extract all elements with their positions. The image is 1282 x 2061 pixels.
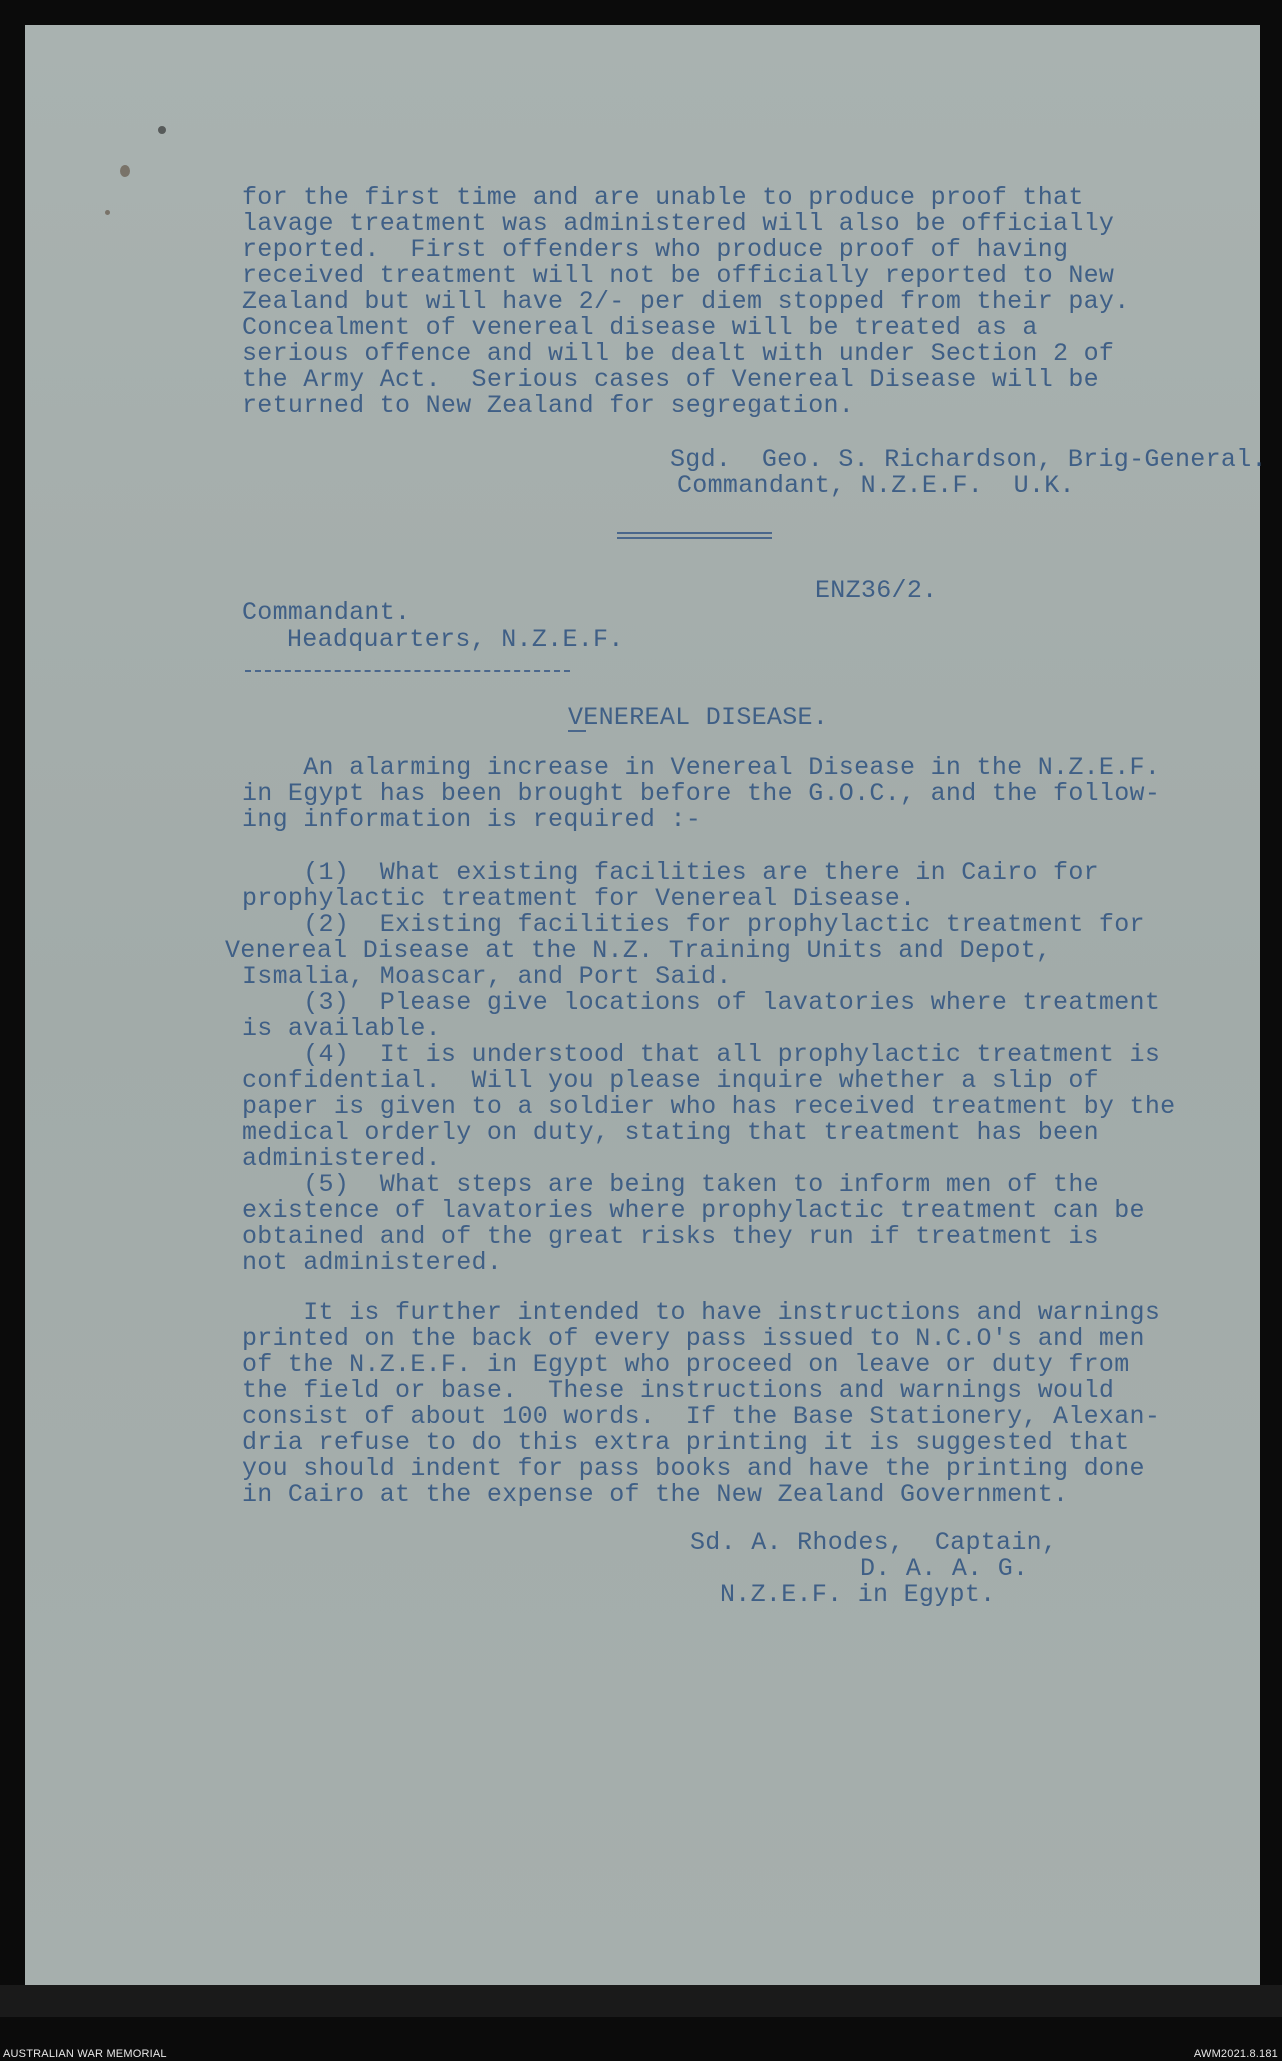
items-block-line: (2) Existing facilities for prophylactic treatment for	[242, 910, 1145, 939]
items-block-line: existence of lavatories where prophylactic treatment can be	[242, 1196, 1145, 1225]
letter1-body-line: received treatment will not be officially reported to New	[242, 261, 1115, 290]
addressee-underline	[245, 670, 570, 672]
subject-mark	[568, 730, 586, 732]
footer-institution: AUSTRALIAN WAR MEMORIAL	[3, 2048, 167, 2060]
section-divider	[617, 532, 772, 534]
items-block-line: is available.	[242, 1014, 441, 1043]
scan-border	[0, 1985, 1282, 2017]
section-divider	[617, 537, 772, 539]
letter1-signature-line1: Sgd. Geo. S. Richardson, Brig-General.	[670, 445, 1267, 474]
paper-stain	[120, 165, 130, 177]
subject-heading: VENEREAL DISEASE.	[568, 703, 829, 732]
footer-bar	[0, 2017, 1282, 2061]
letter1-body-line: for the first time and are unable to produce proof that	[242, 183, 1084, 212]
items-block-line: not administered.	[242, 1248, 503, 1277]
letter1-body-line: Zealand but will have 2/- per diem stopped from their pay.	[242, 287, 1130, 316]
items-block-line: administered.	[242, 1144, 441, 1173]
items-block-line: obtained and of the great risks they run if treatment is	[242, 1222, 1099, 1251]
closing-block-line: the field or base. These instructions and warnings would	[242, 1376, 1115, 1405]
addressee-title: Commandant.	[242, 598, 411, 627]
closing-block-line: in Cairo at the expense of the New Zealand Government.	[242, 1480, 1069, 1509]
closing-block-line: dria refuse to do this extra printing it is suggested that	[242, 1428, 1130, 1457]
intro-block-line: An alarming increase in Venereal Disease in the N.Z.E.F.	[242, 753, 1161, 782]
letter1-body-line: Concealment of venereal disease will be treated as a	[242, 313, 1038, 342]
items-block-line: (5) What steps are being taken to inform men of the	[242, 1170, 1099, 1199]
addressee-office: Headquarters, N.Z.E.F.	[287, 625, 624, 654]
items-block-line: medical orderly on duty, stating that treatment has been	[242, 1118, 1099, 1147]
intro-block-line: ing information is required :-	[242, 805, 702, 834]
items-block-line: Venereal Disease at the N.Z. Training Units and Depot,	[225, 936, 1052, 965]
items-block-line: (4) It is understood that all prophylactic treatment is	[242, 1040, 1161, 1069]
items-block-line: paper is given to a soldier who has received treatment by the	[242, 1092, 1176, 1121]
items-block-line: prophylactic treatment for Venereal Disease.	[242, 884, 916, 913]
letter1-body-line: returned to New Zealand for segregation.	[242, 391, 855, 420]
letter1-body-line: the Army Act. Serious cases of Venereal Disease will be	[242, 365, 1099, 394]
letter1-body-line: reported. First offenders who produce proof of having	[242, 235, 1069, 264]
intro-block-line: in Egypt has been brought before the G.O.C., and the follow-	[242, 779, 1161, 808]
letter2-signature-line3: N.Z.E.F. in Egypt.	[720, 1580, 996, 1609]
closing-block-line: It is further intended to have instructions and warnings	[242, 1298, 1161, 1327]
closing-block-line: of the N.Z.E.F. in Egypt who proceed on leave or duty from	[242, 1350, 1130, 1379]
reference-number: ENZ36/2.	[815, 576, 938, 605]
letter1-body-line: lavage treatment was administered will also be officially	[242, 209, 1115, 238]
items-block-line: confidential. Will you please inquire whether a slip of	[242, 1066, 1099, 1095]
letter1-body-line: serious offence and will be dealt with under Section 2 of	[242, 339, 1115, 368]
items-block-line: Ismalia, Moascar, and Port Said.	[242, 962, 732, 991]
closing-block-line: printed on the back of every pass issued to N.C.O's and men	[242, 1324, 1145, 1353]
letter1-signature-line2: Commandant, N.Z.E.F. U.K.	[677, 471, 1075, 500]
footer-catalogue-number: AWM2021.8.181	[1193, 2048, 1278, 2060]
letter2-signature-line1: Sd. A. Rhodes, Captain,	[690, 1528, 1058, 1557]
items-block-line: (1) What existing facilities are there in Cairo for	[242, 858, 1099, 887]
paper-stain	[105, 210, 110, 215]
letter2-signature-line2: D. A. A. G.	[860, 1554, 1029, 1583]
closing-block-line: consist of about 100 words. If the Base Stationery, Alexan-	[242, 1402, 1161, 1431]
paper-stain	[158, 126, 166, 134]
closing-block-line: you should indent for pass books and have the printing done	[242, 1454, 1145, 1483]
items-block-line: (3) Please give locations of lavatories where treatment	[242, 988, 1161, 1017]
